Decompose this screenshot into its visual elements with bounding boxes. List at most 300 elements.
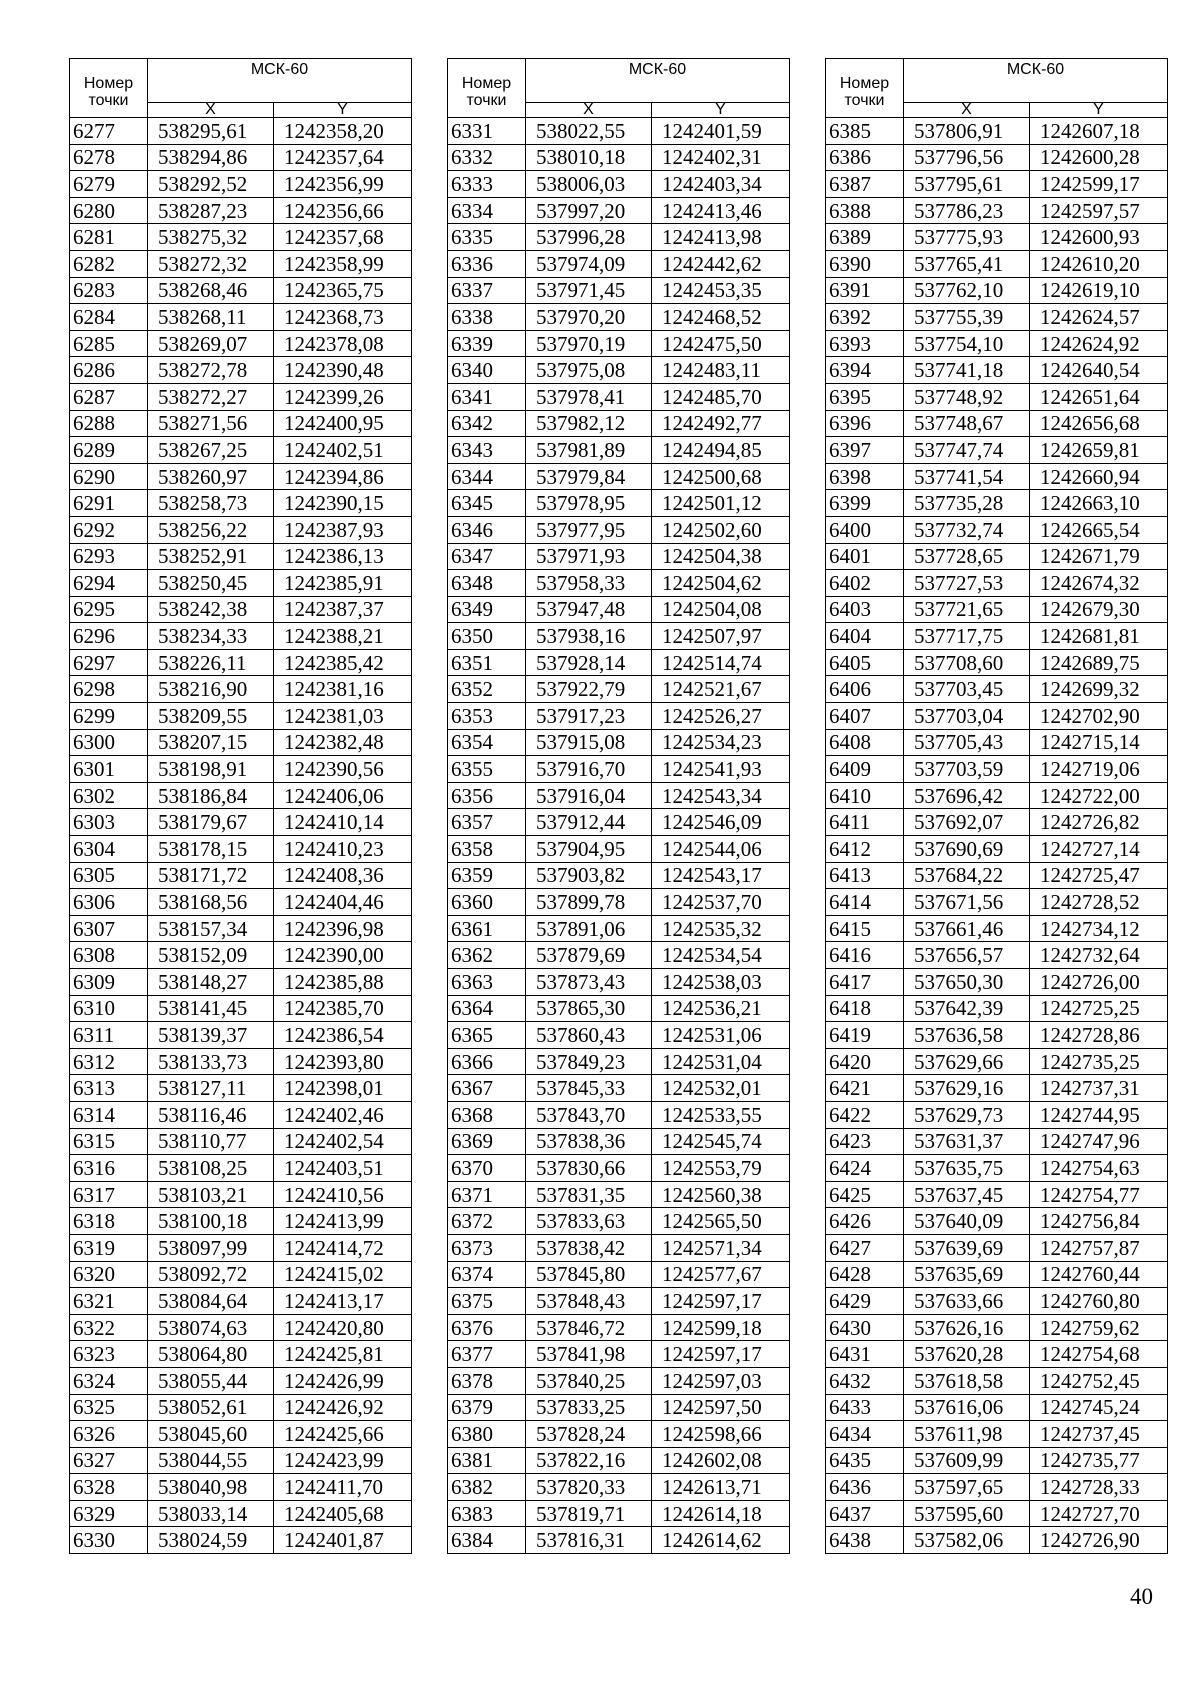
y-coordinate-cell: 1242404,46 [274, 889, 412, 916]
table-row [70, 1527, 412, 1554]
point-number-cell: 6432 [826, 1367, 904, 1394]
y-coordinate-cell: 1242402,51 [274, 437, 412, 464]
point-number-cell: 6327 [70, 1447, 148, 1474]
point-number-cell: 6434 [826, 1421, 904, 1448]
table-row [70, 1022, 412, 1049]
x-coordinate-cell: 537661,46 [904, 915, 1030, 942]
y-coordinate-cell: 1242757,87 [1030, 1234, 1168, 1261]
table-row [448, 1288, 790, 1315]
header-x: X [148, 103, 274, 118]
x-coordinate-cell: 537635,69 [904, 1261, 1030, 1288]
table-row [826, 756, 1168, 783]
point-number-cell: 6428 [826, 1261, 904, 1288]
point-number-cell: 6387 [826, 171, 904, 198]
y-coordinate-cell: 1242387,37 [274, 596, 412, 623]
x-coordinate-cell: 537741,18 [904, 357, 1030, 384]
point-number-cell: 6424 [826, 1155, 904, 1182]
table-row [826, 1234, 1168, 1261]
table-row [448, 463, 790, 490]
point-number-cell: 6294 [70, 570, 148, 597]
table-row [826, 596, 1168, 623]
x-coordinate-cell: 537692,07 [904, 809, 1030, 836]
table-row [448, 304, 790, 331]
point-number-cell: 6416 [826, 942, 904, 969]
point-number-cell: 6340 [448, 357, 526, 384]
x-coordinate-cell: 537748,92 [904, 383, 1030, 410]
x-coordinate-cell: 538097,99 [148, 1234, 274, 1261]
table-row [70, 1447, 412, 1474]
y-coordinate-cell: 1242531,04 [652, 1048, 790, 1075]
x-coordinate-cell: 538157,34 [148, 915, 274, 942]
table-row [448, 729, 790, 756]
y-coordinate-cell: 1242358,99 [274, 250, 412, 277]
table-row [826, 836, 1168, 863]
x-coordinate-cell: 538252,91 [148, 543, 274, 570]
point-number-cell: 6433 [826, 1394, 904, 1421]
x-coordinate-cell: 538133,73 [148, 1048, 274, 1075]
x-coordinate-cell: 537879,69 [526, 942, 652, 969]
table-row [70, 1128, 412, 1155]
point-number-cell: 6413 [826, 862, 904, 889]
table-row [70, 463, 412, 490]
x-coordinate-cell: 538044,55 [148, 1447, 274, 1474]
y-coordinate-cell: 1242402,54 [274, 1128, 412, 1155]
table-row [826, 197, 1168, 224]
point-number-cell: 6329 [70, 1500, 148, 1527]
point-number-cell: 6299 [70, 703, 148, 730]
x-coordinate-cell: 538148,27 [148, 969, 274, 996]
y-coordinate-cell: 1242385,88 [274, 969, 412, 996]
y-coordinate-cell: 1242408,36 [274, 862, 412, 889]
y-coordinate-cell: 1242614,18 [652, 1500, 790, 1527]
y-coordinate-cell: 1242492,77 [652, 410, 790, 437]
x-coordinate-cell: 537642,39 [904, 995, 1030, 1022]
point-number-cell: 6431 [826, 1341, 904, 1368]
table-row [826, 118, 1168, 145]
point-number-cell: 6287 [70, 383, 148, 410]
table-row [70, 1181, 412, 1208]
table-row [70, 1288, 412, 1315]
x-coordinate-cell: 537611,98 [904, 1421, 1030, 1448]
table-row [826, 463, 1168, 490]
x-coordinate-cell: 537822,16 [526, 1447, 652, 1474]
table-row [826, 969, 1168, 996]
x-coordinate-cell: 538272,78 [148, 357, 274, 384]
y-coordinate-cell: 1242553,79 [652, 1155, 790, 1182]
table-row [70, 410, 412, 437]
point-number-cell: 6409 [826, 756, 904, 783]
point-number-cell: 6367 [448, 1075, 526, 1102]
x-coordinate-cell: 538260,97 [148, 463, 274, 490]
x-coordinate-cell: 537690,69 [904, 836, 1030, 863]
y-coordinate-cell: 1242453,35 [652, 277, 790, 304]
y-coordinate-cell: 1242744,95 [1030, 1101, 1168, 1128]
y-coordinate-cell: 1242381,03 [274, 703, 412, 730]
table-row [448, 703, 790, 730]
table-row [826, 1341, 1168, 1368]
y-coordinate-cell: 1242500,68 [652, 463, 790, 490]
y-coordinate-cell: 1242752,45 [1030, 1367, 1168, 1394]
x-coordinate-cell: 537916,70 [526, 756, 652, 783]
x-coordinate-cell: 537748,67 [904, 410, 1030, 437]
y-coordinate-cell: 1242732,64 [1030, 942, 1168, 969]
point-number-cell: 6295 [70, 596, 148, 623]
table-row [448, 1181, 790, 1208]
x-coordinate-cell: 537978,95 [526, 490, 652, 517]
x-coordinate-cell: 537997,20 [526, 197, 652, 224]
y-coordinate-cell: 1242656,68 [1030, 410, 1168, 437]
point-number-cell: 6368 [448, 1101, 526, 1128]
y-coordinate-cell: 1242386,54 [274, 1022, 412, 1049]
y-coordinate-cell: 1242385,42 [274, 649, 412, 676]
y-coordinate-cell: 1242426,99 [274, 1367, 412, 1394]
y-coordinate-cell: 1242728,33 [1030, 1474, 1168, 1501]
y-coordinate-cell: 1242735,77 [1030, 1447, 1168, 1474]
table-row [826, 1367, 1168, 1394]
point-number-cell: 6331 [448, 118, 526, 145]
x-coordinate-cell: 537595,60 [904, 1500, 1030, 1527]
x-coordinate-cell: 537582,06 [904, 1527, 1030, 1554]
y-coordinate-cell: 1242671,79 [1030, 543, 1168, 570]
x-coordinate-cell: 538116,46 [148, 1101, 274, 1128]
x-coordinate-cell: 537705,43 [904, 729, 1030, 756]
y-coordinate-cell: 1242660,94 [1030, 463, 1168, 490]
x-coordinate-cell: 537637,45 [904, 1181, 1030, 1208]
table-row [448, 1208, 790, 1235]
x-coordinate-cell: 537721,65 [904, 596, 1030, 623]
point-number-cell: 6362 [448, 942, 526, 969]
table-row [826, 1128, 1168, 1155]
table-row [448, 836, 790, 863]
x-coordinate-cell: 537732,74 [904, 516, 1030, 543]
x-coordinate-cell: 537841,98 [526, 1341, 652, 1368]
header-coordinate-system: МСК-60 [148, 59, 412, 103]
y-coordinate-cell: 1242356,66 [274, 197, 412, 224]
y-coordinate-cell: 1242501,12 [652, 490, 790, 517]
point-number-cell: 6423 [826, 1128, 904, 1155]
point-number-cell: 6306 [70, 889, 148, 916]
x-coordinate-cell: 537703,59 [904, 756, 1030, 783]
x-coordinate-cell: 537912,44 [526, 809, 652, 836]
header-point-number-line2: точки [844, 92, 885, 109]
point-number-cell: 6377 [448, 1341, 526, 1368]
y-coordinate-cell: 1242607,18 [1030, 118, 1168, 145]
table-row [70, 915, 412, 942]
y-coordinate-cell: 1242665,54 [1030, 516, 1168, 543]
x-coordinate-cell: 537703,04 [904, 703, 1030, 730]
point-number-cell: 6302 [70, 782, 148, 809]
x-coordinate-cell: 537899,78 [526, 889, 652, 916]
x-coordinate-cell: 537831,35 [526, 1181, 652, 1208]
table-row [826, 1394, 1168, 1421]
table-row [448, 1447, 790, 1474]
table-row [70, 357, 412, 384]
table-row [70, 516, 412, 543]
header-point-number [448, 59, 526, 118]
y-coordinate-cell: 1242533,55 [652, 1101, 790, 1128]
x-coordinate-cell: 537609,99 [904, 1447, 1030, 1474]
x-coordinate-cell: 537982,12 [526, 410, 652, 437]
x-coordinate-cell: 538179,67 [148, 809, 274, 836]
table-row [448, 1128, 790, 1155]
point-number-cell: 6285 [70, 330, 148, 357]
y-coordinate-cell: 1242413,98 [652, 224, 790, 251]
x-coordinate-cell: 538103,21 [148, 1181, 274, 1208]
y-coordinate-cell: 1242387,93 [274, 516, 412, 543]
x-coordinate-cell: 537735,28 [904, 490, 1030, 517]
point-number-cell: 6337 [448, 277, 526, 304]
point-number-cell: 6355 [448, 756, 526, 783]
x-coordinate-cell: 537650,30 [904, 969, 1030, 996]
point-number-cell: 6390 [826, 250, 904, 277]
point-number-cell: 6338 [448, 304, 526, 331]
point-number-cell: 6383 [448, 1500, 526, 1527]
table-row [70, 1208, 412, 1235]
table-row [70, 836, 412, 863]
point-number-cell: 6422 [826, 1101, 904, 1128]
y-coordinate-cell: 1242760,80 [1030, 1288, 1168, 1315]
x-coordinate-cell: 537838,42 [526, 1234, 652, 1261]
header-coordinate-system: МСК-60 [904, 59, 1168, 103]
coordinates-table-1 [69, 58, 412, 1554]
point-number-cell: 6435 [826, 1447, 904, 1474]
x-coordinate-cell: 537626,16 [904, 1314, 1030, 1341]
table-row [826, 250, 1168, 277]
y-coordinate-cell: 1242378,08 [274, 330, 412, 357]
y-coordinate-cell: 1242532,01 [652, 1075, 790, 1102]
x-coordinate-cell: 538234,33 [148, 623, 274, 650]
x-coordinate-cell: 537727,53 [904, 570, 1030, 597]
table-row [448, 1101, 790, 1128]
point-number-cell: 6389 [826, 224, 904, 251]
x-coordinate-cell: 537656,57 [904, 942, 1030, 969]
table-row [448, 1048, 790, 1075]
point-number-cell: 6391 [826, 277, 904, 304]
x-coordinate-cell: 537865,30 [526, 995, 652, 1022]
y-coordinate-cell: 1242600,28 [1030, 144, 1168, 171]
x-coordinate-cell: 538242,38 [148, 596, 274, 623]
x-coordinate-cell: 538064,80 [148, 1341, 274, 1368]
y-coordinate-cell: 1242745,24 [1030, 1394, 1168, 1421]
y-coordinate-cell: 1242541,93 [652, 756, 790, 783]
x-coordinate-cell: 537833,63 [526, 1208, 652, 1235]
x-coordinate-cell: 537860,43 [526, 1022, 652, 1049]
point-number-cell: 6317 [70, 1181, 148, 1208]
table-row [826, 383, 1168, 410]
x-coordinate-cell: 537728,65 [904, 543, 1030, 570]
y-coordinate-cell: 1242725,25 [1030, 995, 1168, 1022]
table-row [70, 596, 412, 623]
point-number-cell: 6369 [448, 1128, 526, 1155]
table-row [826, 889, 1168, 916]
point-number-cell: 6401 [826, 543, 904, 570]
point-number-cell: 6430 [826, 1314, 904, 1341]
x-coordinate-cell: 537846,72 [526, 1314, 652, 1341]
table-row [826, 357, 1168, 384]
y-coordinate-cell: 1242600,93 [1030, 224, 1168, 251]
x-coordinate-cell: 538226,11 [148, 649, 274, 676]
y-coordinate-cell: 1242726,82 [1030, 809, 1168, 836]
point-number-cell: 6403 [826, 596, 904, 623]
table-row [70, 1394, 412, 1421]
y-coordinate-cell: 1242413,17 [274, 1288, 412, 1315]
y-coordinate-cell: 1242357,68 [274, 224, 412, 251]
y-coordinate-cell: 1242394,86 [274, 463, 412, 490]
y-coordinate-cell: 1242543,34 [652, 782, 790, 809]
x-coordinate-cell: 537636,58 [904, 1022, 1030, 1049]
table-row [448, 330, 790, 357]
point-number-cell: 6345 [448, 490, 526, 517]
x-coordinate-cell: 537696,42 [904, 782, 1030, 809]
y-coordinate-cell: 1242659,81 [1030, 437, 1168, 464]
x-coordinate-cell: 537833,25 [526, 1394, 652, 1421]
header-coordinate-system: МСК-60 [526, 59, 790, 103]
header-point-number-line2: точки [88, 92, 129, 109]
table-row [826, 1421, 1168, 1448]
table-row [70, 889, 412, 916]
table-row [70, 1234, 412, 1261]
table-row [826, 304, 1168, 331]
x-coordinate-cell: 537903,82 [526, 862, 652, 889]
x-coordinate-cell: 537971,45 [526, 277, 652, 304]
y-coordinate-cell: 1242599,18 [652, 1314, 790, 1341]
y-coordinate-cell: 1242737,45 [1030, 1421, 1168, 1448]
y-coordinate-cell: 1242406,06 [274, 782, 412, 809]
y-coordinate-cell: 1242715,14 [1030, 729, 1168, 756]
x-coordinate-cell: 537996,28 [526, 224, 652, 251]
table-row [826, 330, 1168, 357]
point-number-cell: 6363 [448, 969, 526, 996]
x-coordinate-cell: 537830,66 [526, 1155, 652, 1182]
table-row [826, 1048, 1168, 1075]
y-coordinate-cell: 1242674,32 [1030, 570, 1168, 597]
y-coordinate-cell: 1242727,14 [1030, 836, 1168, 863]
y-coordinate-cell: 1242728,86 [1030, 1022, 1168, 1049]
x-coordinate-cell: 537970,19 [526, 330, 652, 357]
table-row [70, 1048, 412, 1075]
x-coordinate-cell: 538084,64 [148, 1288, 274, 1315]
point-number-cell: 6318 [70, 1208, 148, 1235]
point-number-cell: 6404 [826, 623, 904, 650]
point-number-cell: 6399 [826, 490, 904, 517]
y-coordinate-cell: 1242597,50 [652, 1394, 790, 1421]
point-number-cell: 6279 [70, 171, 148, 198]
table-row [70, 118, 412, 145]
table-row [70, 623, 412, 650]
table-row [448, 1500, 790, 1527]
x-coordinate-cell: 538006,03 [526, 171, 652, 198]
table-row [448, 1421, 790, 1448]
y-coordinate-cell: 1242526,27 [652, 703, 790, 730]
y-coordinate-cell: 1242381,16 [274, 676, 412, 703]
y-coordinate-cell: 1242390,56 [274, 756, 412, 783]
point-number-cell: 6292 [70, 516, 148, 543]
x-coordinate-cell: 537635,75 [904, 1155, 1030, 1182]
point-number-cell: 6320 [70, 1261, 148, 1288]
point-number-cell: 6326 [70, 1421, 148, 1448]
x-coordinate-cell: 538275,32 [148, 224, 274, 251]
table-row [448, 1075, 790, 1102]
header-point-number-line1: Номер [83, 75, 134, 92]
x-coordinate-cell: 538250,45 [148, 570, 274, 597]
y-coordinate-cell: 1242651,64 [1030, 383, 1168, 410]
x-coordinate-cell: 537828,24 [526, 1421, 652, 1448]
x-coordinate-cell: 538209,55 [148, 703, 274, 730]
point-number-cell: 6330 [70, 1527, 148, 1554]
y-coordinate-cell: 1242571,34 [652, 1234, 790, 1261]
y-coordinate-cell: 1242507,97 [652, 623, 790, 650]
table-row [826, 570, 1168, 597]
x-coordinate-cell: 538287,23 [148, 197, 274, 224]
point-number-cell: 6358 [448, 836, 526, 863]
point-number-cell: 6414 [826, 889, 904, 916]
y-coordinate-cell: 1242759,62 [1030, 1314, 1168, 1341]
point-number-cell: 6361 [448, 915, 526, 942]
y-coordinate-cell: 1242543,17 [652, 862, 790, 889]
x-coordinate-cell: 538152,09 [148, 942, 274, 969]
x-coordinate-cell: 537640,09 [904, 1208, 1030, 1235]
table-row [70, 543, 412, 570]
table-row [826, 1447, 1168, 1474]
table-row [826, 729, 1168, 756]
point-number-cell: 6407 [826, 703, 904, 730]
table-row [826, 1314, 1168, 1341]
x-coordinate-cell: 537796,56 [904, 144, 1030, 171]
table-row [448, 596, 790, 623]
table-row [70, 756, 412, 783]
table-row [826, 410, 1168, 437]
x-coordinate-cell: 538216,90 [148, 676, 274, 703]
x-coordinate-cell: 538024,59 [148, 1527, 274, 1554]
y-coordinate-cell: 1242504,62 [652, 570, 790, 597]
point-number-cell: 6332 [448, 144, 526, 171]
point-number-cell: 6280 [70, 197, 148, 224]
table-row [448, 516, 790, 543]
x-coordinate-cell: 537938,16 [526, 623, 652, 650]
table-row [70, 1075, 412, 1102]
table-row [70, 304, 412, 331]
x-coordinate-cell: 538198,91 [148, 756, 274, 783]
point-number-cell: 6350 [448, 623, 526, 650]
y-coordinate-cell: 1242726,90 [1030, 1527, 1168, 1554]
x-coordinate-cell: 537741,54 [904, 463, 1030, 490]
header-x: X [904, 103, 1030, 118]
y-coordinate-cell: 1242426,92 [274, 1394, 412, 1421]
x-coordinate-cell: 538268,46 [148, 277, 274, 304]
x-coordinate-cell: 537629,73 [904, 1101, 1030, 1128]
x-coordinate-cell: 538294,86 [148, 144, 274, 171]
y-coordinate-cell: 1242734,12 [1030, 915, 1168, 942]
table-row [70, 144, 412, 171]
table-row [826, 676, 1168, 703]
x-coordinate-cell: 537620,28 [904, 1341, 1030, 1368]
y-coordinate-cell: 1242410,23 [274, 836, 412, 863]
y-coordinate-cell: 1242754,68 [1030, 1341, 1168, 1368]
table-row [70, 676, 412, 703]
point-number-cell: 6356 [448, 782, 526, 809]
x-coordinate-cell: 538268,11 [148, 304, 274, 331]
table-row [826, 1101, 1168, 1128]
point-number-cell: 6354 [448, 729, 526, 756]
point-number-cell: 6328 [70, 1474, 148, 1501]
y-coordinate-cell: 1242396,98 [274, 915, 412, 942]
table-row [826, 1527, 1168, 1554]
y-coordinate-cell: 1242728,52 [1030, 889, 1168, 916]
header-point-number [826, 59, 904, 118]
point-number-cell: 6324 [70, 1367, 148, 1394]
table-row [826, 809, 1168, 836]
x-coordinate-cell: 537849,23 [526, 1048, 652, 1075]
